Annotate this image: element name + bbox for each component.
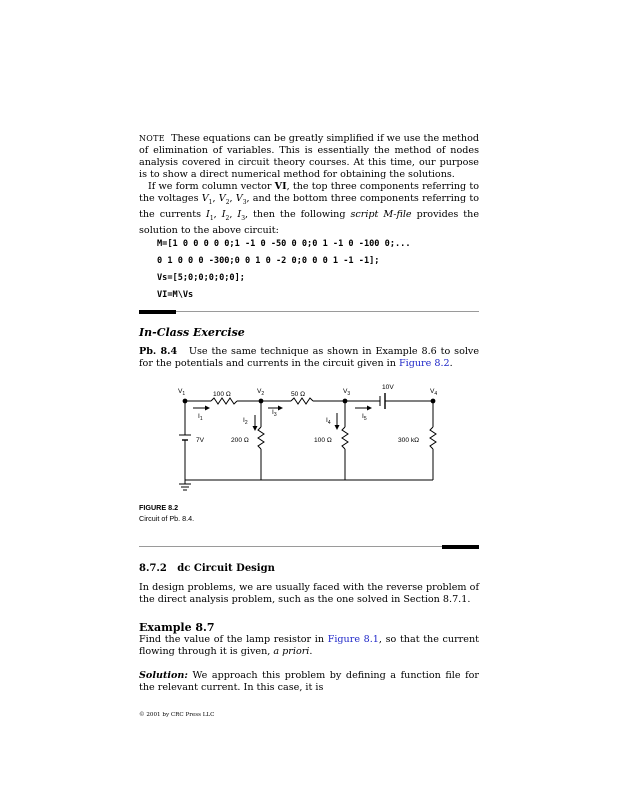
- label-battery-10v: 10V: [382, 384, 394, 391]
- divider-bar-right: [442, 545, 479, 549]
- solution-text: Solution: We approach this problem by defining a function file for the relevant current. In this case, it is: [139, 670, 479, 693]
- example-heading: Example 8.7: [139, 621, 215, 634]
- figure-label: FIGURE 8.2: [139, 503, 179, 512]
- pb-paragraph: Pb. 8.4 Use the same technique as shown in Example 8.6 to solve for the potentials and currents in the circuit given in Figure 8.2.: [139, 346, 480, 369]
- label-r1: 100 Ω: [213, 391, 231, 398]
- code-line-4: VI=M\Vs: [157, 290, 194, 300]
- label-i3: $I_3$: [272, 409, 277, 418]
- section-heading: [139, 563, 275, 574]
- section-number: 8.7.2: [139, 563, 167, 574]
- node-v4: [431, 399, 436, 404]
- section-text: In design problems, we are usually faced with the reverse problem of the direct analysis problem, such as the one solved in Section 8.7.1.: [139, 582, 479, 605]
- node-v1: [183, 399, 188, 404]
- solution-label: Solution:: [139, 670, 188, 681]
- label-r-200: 200 Ω: [231, 437, 249, 444]
- label-r2: 50 Ω: [291, 391, 306, 398]
- vi-paragraph: If we form column vector VI, the top three components referring to the voltages $V_1$, $V_2$, $V_3$, and the bottom three components referring to the currents $I_1$, $I_2$, $I_3$, then the following script M-file provides the solution to the above circuit:: [139, 181, 480, 236]
- pb-label: Pb. 8.4: [139, 346, 178, 357]
- resistor-100-top: [211, 398, 237, 404]
- label-v1: $V_1$: [178, 388, 186, 397]
- label-i1: $I_1$: [198, 413, 203, 422]
- resistor-300k: [430, 427, 436, 449]
- code-line-3: Vs=[5;0;0;0;0;0];: [157, 273, 245, 283]
- resistor-200: [258, 427, 264, 449]
- note-text: These equations can be greatly simplified if we use the method of elimination of variables. This is essentially the method of nodes analysis covered in circuit theory courses. At this time, our purpose is to show a direct numerical method for obtaining the solutions.: [139, 133, 479, 180]
- resistor-100-branch: [342, 427, 348, 449]
- label-r-300k: 300 kΩ: [398, 437, 420, 444]
- note-label: NOTE: [139, 134, 165, 143]
- divider-bottom: [139, 546, 479, 547]
- label-i4: $I_4$: [326, 417, 331, 426]
- node-v3: [343, 399, 348, 404]
- code-line-1: M=[1 0 0 0 0 0;1 -1 0 -50 0 0;0 1 -1 0 -100 0;...: [157, 239, 411, 249]
- section-title: dc Circuit Design: [177, 563, 275, 574]
- label-i5: $I_5$: [362, 413, 367, 422]
- copyright-footer: © 2001 by CRC Press LLC: [139, 712, 215, 718]
- figure-8-2-link[interactable]: Figure 8.2: [398, 358, 450, 369]
- label-r-100-branch: 100 Ω: [314, 437, 332, 444]
- figure-8-1-link[interactable]: Figure 8.1: [327, 634, 379, 645]
- label-v4: $V_4$: [430, 388, 438, 397]
- node-v2: [259, 399, 264, 404]
- label-i2: $I_2$: [243, 417, 248, 426]
- label-source-7v: 7V: [196, 437, 205, 444]
- label-v3: $V_3$: [343, 388, 351, 397]
- in-class-heading: In-Class Exercise: [139, 326, 245, 339]
- code-line-2: 0 1 0 0 0 -300;0 0 1 0 -2 0;0 0 0 1 -1 -1];: [157, 256, 380, 266]
- label-v2: $V_2$: [257, 388, 265, 397]
- example-text: Find the value of the lamp resistor in Figure 8.1, so that the current flowing through it is given, a priori.: [139, 634, 479, 657]
- resistor-50-top: [291, 398, 313, 404]
- figure-caption: Circuit of Pb. 8.4.: [139, 514, 195, 523]
